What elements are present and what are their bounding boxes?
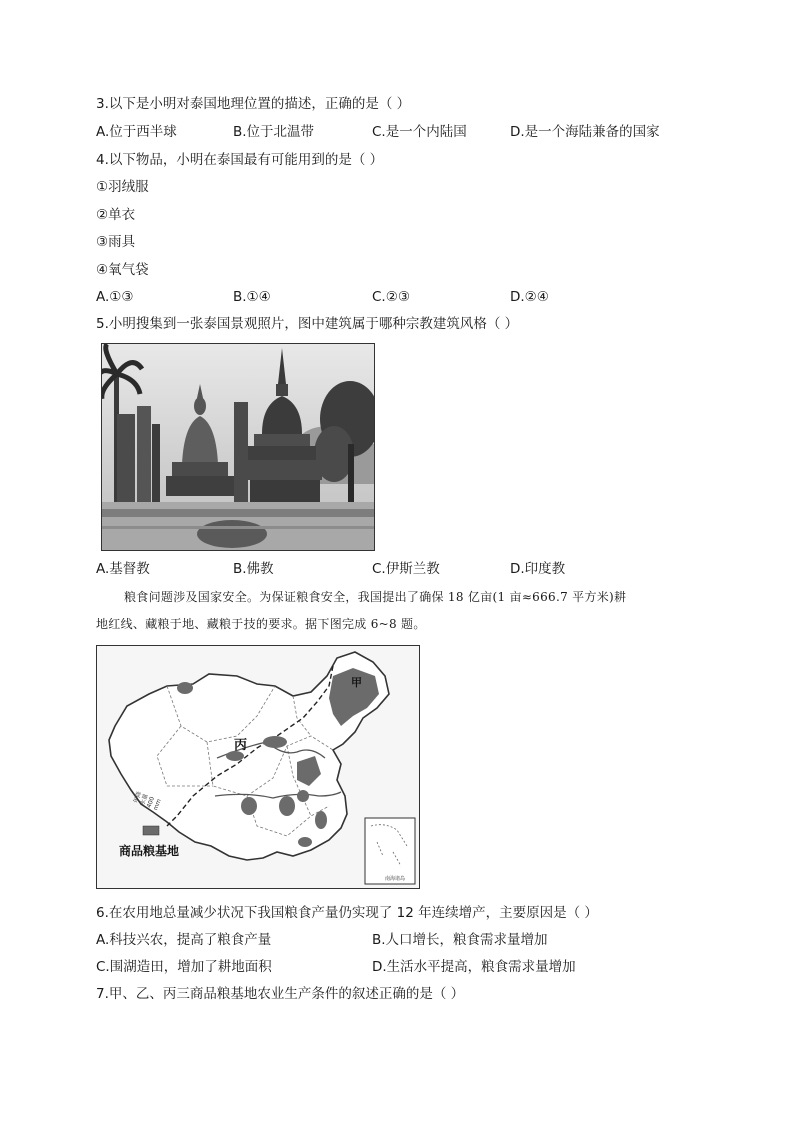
legend-label: 商品粮基地 <box>119 844 180 858</box>
q4-item-4: ④氧气袋 <box>96 262 149 278</box>
q6-option-d: D.生活水平提高，粮食需求量增加 <box>372 959 576 975</box>
passage-line-1: 粮食问题涉及国家安全。为保证粮食安全，我国提出了确保 18 亿亩(1 亩≈666.7 平方米)耕 <box>124 590 627 604</box>
q5-option-d: D.印度教 <box>510 561 566 577</box>
q3-option-a: A.位于西半球 <box>96 124 177 140</box>
china-grain-base-map <box>96 645 420 889</box>
q4-option-c: C.②③ <box>372 289 410 305</box>
inset-label: 南海诸岛 <box>385 876 406 882</box>
q6-option-a: A.科技兴农，提高了粮食产量 <box>96 932 272 948</box>
isohyet-label: 年降水量 400 mm <box>132 790 163 812</box>
q6-option-c: C.围湖造田，增加了耕地面积 <box>96 959 272 975</box>
q4-option-a: A.①③ <box>96 289 134 305</box>
q5-option-a: A.基督教 <box>96 561 150 577</box>
q4-item-1: ①羽绒服 <box>96 179 149 195</box>
passage-line-2: 地红线、藏粮于地、藏粮于技的要求。据下图完成 6~8 题。 <box>96 617 426 631</box>
map-label-jia: 甲 <box>351 676 362 689</box>
q6-stem: 6.在农用地总量减少状况下我国粮食产量仍实现了 12 年连续增产，主要原因是（ ） <box>96 905 598 921</box>
q3-option-d: D.是一个海陆兼备的国家 <box>510 124 660 140</box>
q6-option-b: B.人口增长，粮食需求量增加 <box>372 932 548 948</box>
q5-option-c: C.伊斯兰教 <box>372 561 440 577</box>
q4-stem: 4.以下物品，小明在泰国最有可能用到的是（ ） <box>96 152 384 168</box>
q4-item-2: ②单衣 <box>96 207 136 223</box>
q4-option-b: B.①④ <box>233 289 271 305</box>
q4-option-d: D.②④ <box>510 289 549 305</box>
map-label-bing: 丙 <box>234 738 248 753</box>
grain-base-bing <box>263 736 287 748</box>
q7-stem: 7.甲、乙、丙三商品粮基地农业生产条件的叙述正确的是（ ） <box>96 986 465 1002</box>
legend-swatch <box>143 826 159 835</box>
grain-base-xinjiang <box>177 682 193 694</box>
q5-stem: 5.小明搜集到一张泰国景观照片，图中建筑属于哪种宗教建筑风格（ ） <box>96 316 519 332</box>
q5-option-b: B.佛教 <box>233 561 274 577</box>
q4-item-3: ③雨具 <box>96 234 136 250</box>
thailand-temple-photo <box>101 343 375 551</box>
q3-stem: 3.以下是小明对泰国地理位置的描述，正确的是（ ） <box>96 96 411 112</box>
q3-option-c: C.是一个内陆国 <box>372 124 467 140</box>
q3-option-b: B.位于北温带 <box>233 124 315 140</box>
